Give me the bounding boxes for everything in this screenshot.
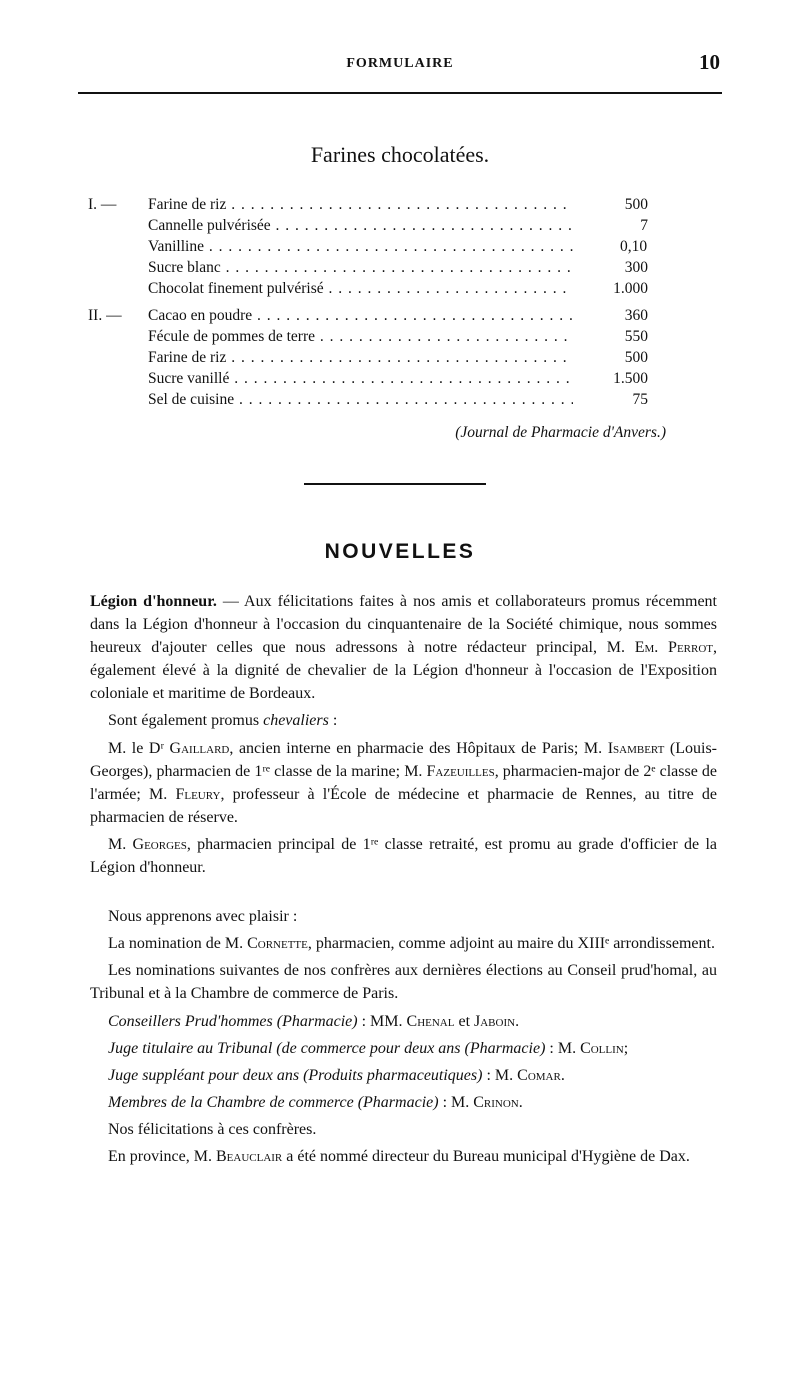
person-name: Fleury — [175, 785, 221, 803]
recipe-2 — [88, 305, 648, 410]
news-body — [90, 590, 717, 1172]
nouvelles-heading: NOUVELLES — [324, 540, 476, 563]
spacer — [90, 883, 717, 905]
recipe-number: I. — — [88, 196, 117, 213]
text: , pharmacien, comme adjoint au maire du XIIIᵉ arrondissement. — [307, 935, 715, 953]
text: a été nommé directeur du Bureau municipal d'Hygiène de Dax. — [282, 1147, 690, 1165]
person-name: Collin — [580, 1039, 624, 1057]
text: . — [515, 1012, 520, 1030]
text: — Aux félicitations faites à nos amis et collaborateurs promus récemment dans la Légion d'honneur à l'occasion du cinquantenaire de la Société chimique, nous sommes heureux d'ajouter celles que nous adressons à notre rédacteur principal, M. — [90, 593, 717, 657]
text: : MM. — [357, 1012, 407, 1030]
recipe-row — [88, 278, 648, 299]
recipe-row — [88, 194, 648, 215]
ingredient-name: Farine de riz . . . — [148, 194, 573, 215]
paragraph: Nous apprenons avec plaisir : — [108, 908, 298, 926]
ingredient-name: Farine de riz . . . — [148, 347, 573, 368]
text: , professeur à l'École de médecine et pharmacie de Rennes, au titre de pharmacien de réserve. — [90, 785, 718, 826]
emphasis: chevaliers — [263, 712, 329, 730]
paragraph: Nos félicitations à ces confrères. — [108, 1120, 317, 1138]
ingredient-name: Sel de cuisine . . . — [148, 389, 573, 410]
ingredient-qty: 7 — [573, 215, 648, 236]
paragraph — [90, 1145, 717, 1168]
person-name: Gaillard — [169, 739, 230, 757]
paragraph — [90, 1064, 717, 1087]
paragraph — [90, 1010, 717, 1033]
paragraph — [90, 1037, 717, 1060]
emphasis: Juge titulaire au Tribunal (de commerce pour deux ans (Pharmacie) — [108, 1039, 546, 1057]
text: , ancien interne en pharmacie des Hôpitaux de Paris; M. — [229, 739, 608, 757]
recipe-number: II. — — [88, 307, 122, 324]
section-divider — [304, 483, 486, 485]
emphasis: Juge suppléant pour deux ans (Produits pharmaceutiques) — [108, 1066, 483, 1084]
ingredient-qty: 500 — [573, 347, 648, 368]
ingredient-qty: 1.500 — [573, 368, 648, 389]
text: : M. — [438, 1093, 474, 1111]
ingredient-name: Cannelle pulvérisée . . . — [148, 215, 573, 236]
lead-heading: Légion d'honneur. — [90, 593, 217, 610]
person-name: Fazeuilles — [426, 762, 495, 780]
paragraph — [90, 833, 717, 879]
paragraph-legion — [90, 590, 717, 705]
recipe-row — [88, 215, 648, 236]
paragraph: Les nominations suivantes de nos confrères aux dernières élections au Conseil prud'homal, au Tribunal et à la Chambre de commerce de Paris. — [90, 962, 717, 1003]
header-rule — [78, 92, 722, 94]
person-name: Georges — [132, 835, 187, 853]
ingredient-qty: 500 — [573, 194, 648, 215]
page-number: 10 — [699, 50, 720, 74]
recipe-row — [88, 347, 648, 368]
ingredient-name: Chocolat finement pulvérisé . . . — [148, 278, 573, 299]
recipe-1 — [88, 194, 648, 299]
text: (Louis-Georges), pharmacien de 1ʳᵉ classe de la marine; M. — [90, 739, 718, 780]
paragraph — [90, 709, 717, 732]
ingredient-name: Cacao en poudre . . . — [148, 305, 573, 326]
emphasis: Membres de la Chambre de commerce (Pharmacie) — [108, 1093, 439, 1111]
text: : — [328, 712, 338, 730]
text: , pharmacien principal de 1ʳᵉ classe retraité, est promu au grade d'officier de la Légion d'honneur. — [90, 835, 717, 877]
ingredient-qty: 300 — [573, 257, 648, 278]
recipe-row — [88, 236, 648, 257]
ingredient-qty: 0,10 — [573, 236, 648, 257]
ingredient-qty: 360 — [573, 305, 648, 326]
text: . — [518, 1093, 523, 1111]
text: : M. — [545, 1039, 581, 1057]
ingredient-qty: 75 — [573, 389, 648, 410]
person-name: Em. Perrot — [634, 639, 714, 657]
text: , pharmacien-major de 2ᵉ classe de l'armée; M. — [90, 762, 717, 803]
recipe-row — [88, 368, 648, 389]
person-name: Isambert — [607, 739, 665, 757]
paragraph — [90, 1091, 717, 1114]
ingredient-name: Sucre vanillé . . . — [148, 368, 573, 389]
section-title: Farines chocolatées. — [310, 142, 490, 167]
paragraph — [90, 932, 717, 955]
recipe-row — [88, 305, 648, 326]
text: . — [560, 1066, 565, 1084]
ingredient-name: Vanilline . . . — [148, 236, 573, 257]
person-name: Cornette — [247, 935, 308, 953]
ingredient-name: Fécule de pommes de terre . . . — [148, 326, 573, 347]
emphasis: Conseillers Prud'hommes (Pharmacie) — [108, 1012, 358, 1030]
text: ; — [623, 1039, 629, 1057]
text: M. le Dʳ — [108, 739, 170, 757]
person-name: Jaboin — [474, 1012, 516, 1030]
ingredient-name: Sucre blanc . . . — [148, 257, 573, 278]
text: M. — [108, 835, 133, 853]
source-citation: (Journal de Pharmacie d'Anvers.) — [455, 424, 666, 441]
text: La nomination de M. — [108, 935, 248, 953]
text: En province, M. — [108, 1147, 216, 1165]
running-head: FORMULAIRE — [346, 56, 454, 71]
text: et — [454, 1012, 475, 1030]
recipe-row — [88, 257, 648, 278]
person-name: Comar — [517, 1066, 561, 1084]
text: Sont également promus — [108, 712, 264, 730]
person-name: Beauclair — [215, 1147, 283, 1165]
person-name: Chenal — [406, 1012, 455, 1030]
text: : M. — [482, 1066, 518, 1084]
paragraph — [90, 737, 717, 829]
text: , également élevé à la dignité de chevalier de la Légion d'honneur à l'occasion de l'Exposition coloniale et maritime de Bordeaux. — [90, 639, 718, 703]
recipe-row — [88, 326, 648, 347]
person-name: Crinon — [473, 1093, 519, 1111]
ingredient-qty: 550 — [573, 326, 648, 347]
recipe-row — [88, 389, 648, 410]
ingredient-qty: 1.000 — [573, 278, 648, 299]
